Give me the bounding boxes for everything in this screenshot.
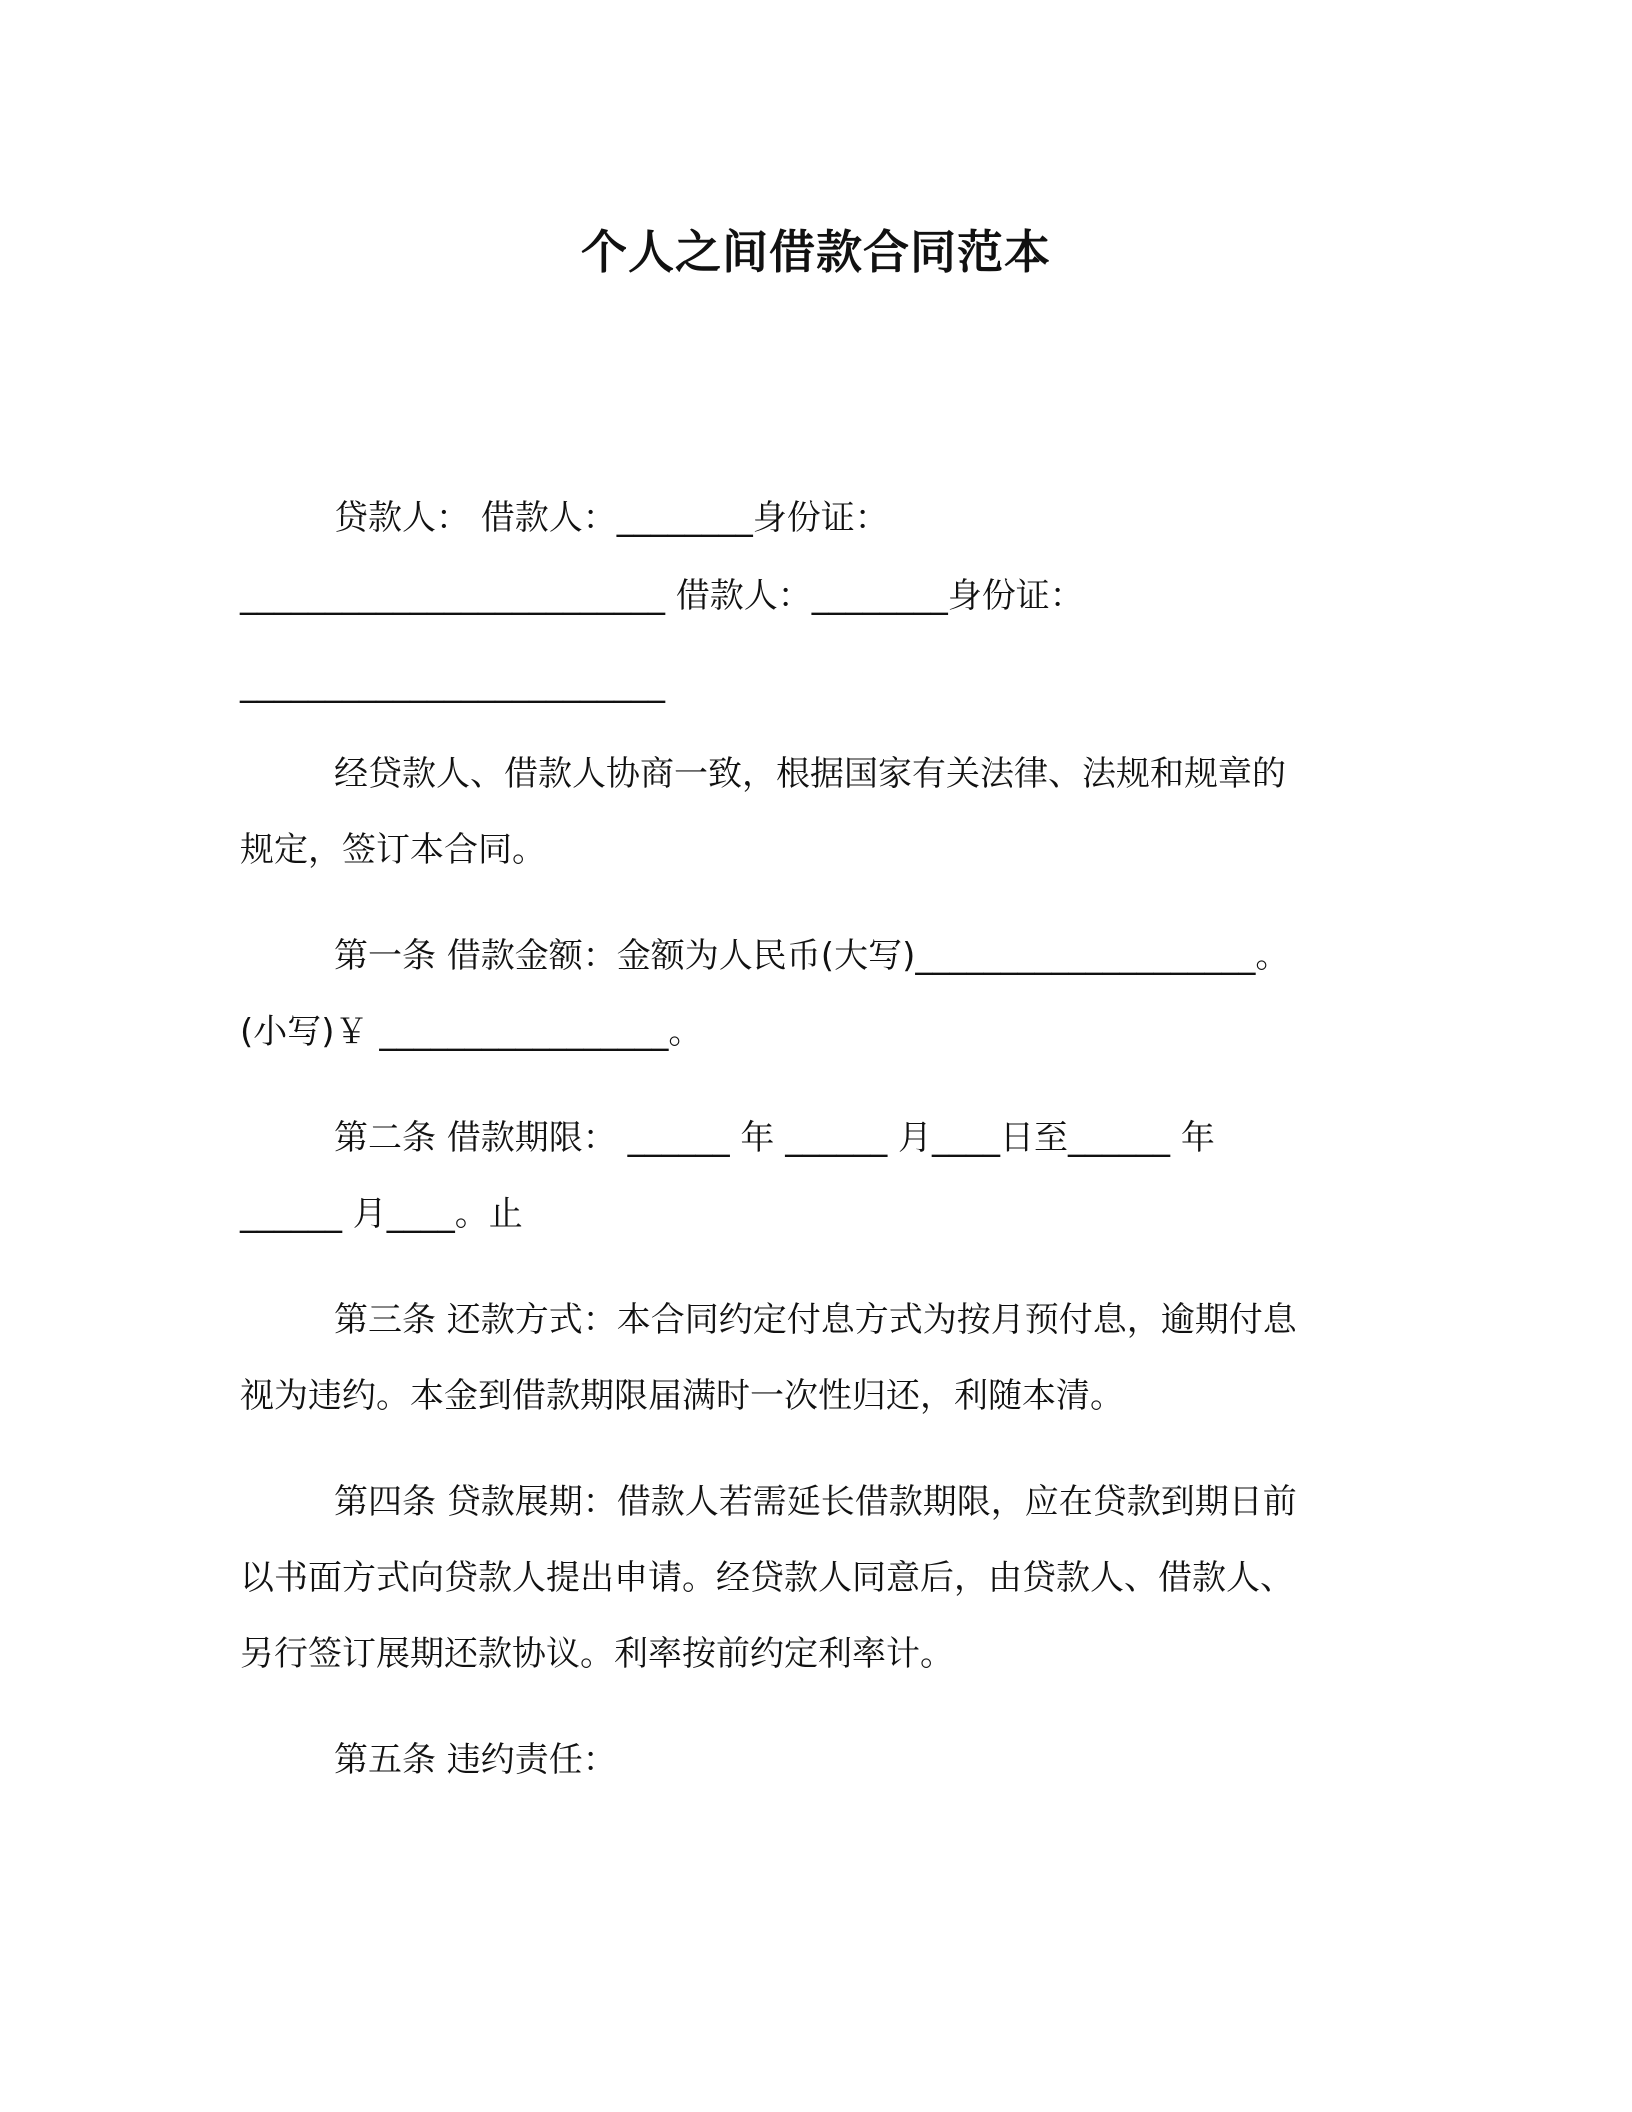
article-1-line-1: 第一条 借款金额：金额为人民币(大写)____________________。 xyxy=(334,936,1290,976)
parties-line-1: 贷款人： 借款人：________身份证： xyxy=(334,498,889,538)
article-5-heading: 第五条 违约责任： xyxy=(334,1740,617,1780)
parties-line-3: _________________________ xyxy=(240,664,665,704)
article-4-line-1: 第四条 贷款展期：借款人若需延长借款期限，应在贷款到期日前 xyxy=(334,1482,1297,1522)
preamble-line-1: 经贷款人、借款人协商一致，根据国家有关法律、法规和规章的 xyxy=(334,754,1286,794)
article-3-line-1: 第三条 还款方式：本合同约定付息方式为按月预付息，逾期付息 xyxy=(334,1300,1297,1340)
article-4-line-3: 另行签订展期还款协议。利率按前约定利率计。 xyxy=(240,1634,954,1674)
article-1-line-2: (小写)￥ _________________。 xyxy=(240,1012,703,1052)
article-2-line-1: 第二条 借款期限： ______ 年 ______ 月____日至______ 年 xyxy=(334,1118,1215,1158)
preamble-line-2: 规定，签订本合同。 xyxy=(240,830,546,870)
article-4-line-2: 以书面方式向贷款人提出申请。经贷款人同意后，由贷款人、借款人、 xyxy=(240,1558,1294,1598)
parties-line-2: _________________________ 借款人：________身份证： xyxy=(240,576,1084,616)
article-2-line-2: ______ 月____。止 xyxy=(240,1194,523,1234)
document-title: 个人之间借款合同范本 xyxy=(581,225,1051,279)
article-3-line-2: 视为违约。本金到借款期限届满时一次性归还，利随本清。 xyxy=(240,1376,1124,1416)
